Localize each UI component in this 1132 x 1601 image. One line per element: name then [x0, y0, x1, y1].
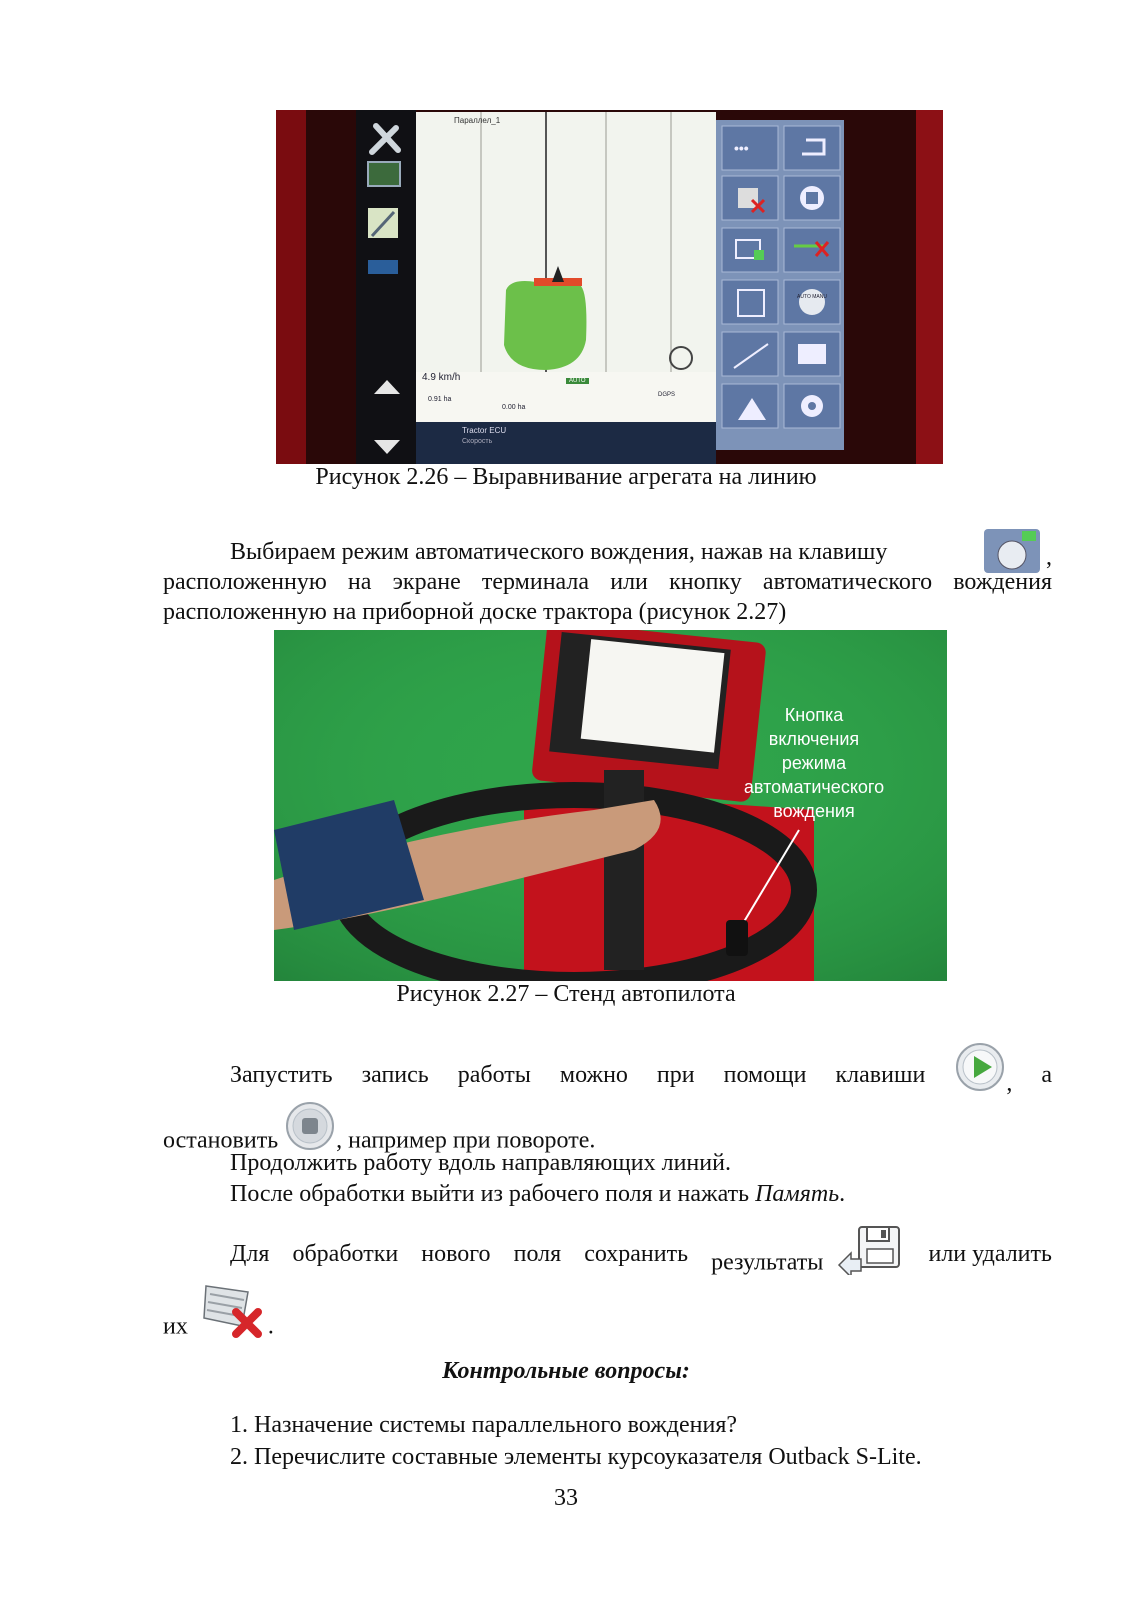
paragraph-2-line-1	[230, 1060, 1052, 1110]
paragraph-5-line-1	[230, 1239, 1052, 1289]
question-1: 1. Назначение системы параллельного вождения?	[230, 1412, 738, 1438]
figure-2-27-autopilot-stand-photo	[274, 630, 947, 981]
word: клавиши	[835, 1062, 926, 1088]
paragraph-4	[230, 1179, 845, 1209]
word: а	[1041, 1062, 1052, 1088]
word: сохранить	[584, 1241, 689, 1267]
paragraph-5-line-2	[163, 1300, 274, 1356]
delete-field-data-icon	[202, 1282, 268, 1338]
speed-readout: 4.9 km/h	[422, 372, 461, 383]
paragraph-1-line-3: расположенную на приборной доске трактора (рисунок 2.27)	[163, 599, 787, 625]
play-key-group	[954, 1060, 1012, 1110]
tractor-icon[interactable]	[368, 260, 398, 274]
word: поля	[513, 1241, 562, 1267]
word: нового	[421, 1241, 491, 1267]
menu-dots-button[interactable]: •••	[734, 140, 749, 156]
paragraph-1-text: Выбираем режим автоматического вождения, нажав на клавишу	[230, 539, 888, 565]
word: их	[163, 1313, 188, 1340]
word: помощи	[723, 1062, 807, 1088]
period: .	[267, 1313, 274, 1340]
comma: ,	[1006, 1070, 1013, 1097]
word: при	[656, 1062, 695, 1088]
period: .	[839, 1181, 846, 1207]
word: Запустить	[230, 1062, 333, 1088]
auto-manu-icon[interactable]	[799, 289, 825, 315]
question-2: 2. Перечислите составные элементы курсоуказателя Outback S-Lite.	[230, 1444, 922, 1470]
word: остановить	[163, 1127, 279, 1154]
paragraph-1-line-2: расположенную на экране терминала или кнопку автоматического вождения	[163, 569, 1052, 595]
area-total-readout: 0.91 ha	[428, 396, 452, 403]
memory-term: Память	[755, 1181, 840, 1207]
paragraph-4-text: После обработки выйти из рабочего поля и нажать	[230, 1181, 756, 1207]
autopilot-engage-button[interactable]	[726, 920, 748, 956]
page-number: 33	[554, 1485, 578, 1511]
figure-2-27-caption: Рисунок 2.27 – Стенд автопилота	[396, 981, 736, 1007]
paragraph-3: Продолжить работу вдоль направляющих линий.	[230, 1150, 731, 1176]
folder-icon[interactable]	[798, 344, 826, 364]
play-icon	[954, 1042, 1006, 1092]
field-edit-icon[interactable]	[368, 208, 398, 238]
auto-manu-button-label: AUTO MANU	[797, 294, 827, 300]
paragraph-2-tail: , например при повороте.	[336, 1127, 596, 1154]
word: обработки	[292, 1241, 399, 1267]
save-icon	[837, 1225, 905, 1275]
footer-title: Tractor ECU	[462, 426, 507, 435]
signal-label: DGPS	[658, 392, 676, 398]
terminal-screen-illustration	[276, 110, 943, 464]
settings-gear-icon[interactable]	[801, 395, 823, 417]
word: запись	[361, 1062, 429, 1088]
results-with-icon	[711, 1239, 905, 1289]
word: результаты	[711, 1249, 824, 1276]
stop-icon	[284, 1101, 336, 1151]
field-name-label: Параллел_1	[454, 116, 501, 125]
figure-2-26-terminal-photo	[276, 110, 943, 464]
autopilot-button-callout: Кнопка включения режима автоматического вождения	[743, 705, 885, 821]
paragraph-1-comma: ,	[1046, 544, 1052, 571]
footer-subtitle: Скорость	[462, 438, 493, 445]
auto-badge[interactable]: AUTO	[566, 378, 589, 384]
word: можно	[559, 1062, 628, 1088]
area-worked-readout: 0.00 ha	[502, 404, 526, 411]
word: работы	[457, 1062, 531, 1088]
word: Для	[230, 1241, 270, 1267]
figure-2-26-caption: Рисунок 2.26 – Выравнивание агрегата на линию	[315, 464, 817, 490]
map-icon[interactable]	[368, 162, 400, 186]
section-title: Контрольные вопросы:	[442, 1358, 690, 1384]
or-delete-text: или удалить	[928, 1241, 1052, 1267]
